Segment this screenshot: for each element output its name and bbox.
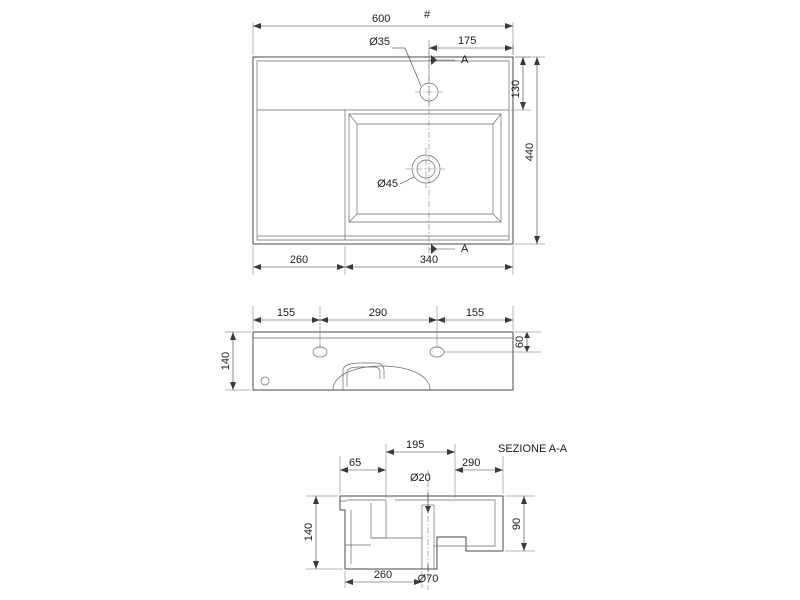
arrow-175-right bbox=[505, 45, 513, 51]
arrow-340-left bbox=[345, 264, 353, 270]
arrow-90-top bbox=[521, 496, 527, 504]
arrow-65-a bbox=[340, 467, 348, 473]
dim-label-155-left: 155 bbox=[276, 307, 296, 319]
dim-195 bbox=[386, 439, 455, 498]
dim-65 bbox=[340, 456, 386, 498]
arrow-d20 bbox=[425, 506, 431, 513]
arrow-340-right bbox=[505, 264, 513, 270]
arrow-155r-a bbox=[437, 317, 445, 323]
arrow-290-b bbox=[429, 317, 437, 323]
front-outline bbox=[253, 332, 513, 390]
dim-section-height bbox=[303, 496, 343, 569]
arrow-155l-a bbox=[253, 317, 261, 323]
top-inner-outline bbox=[257, 61, 509, 240]
arrow-140s-bot bbox=[313, 561, 319, 569]
dim-label-90: 90 bbox=[511, 517, 523, 531]
dim-label-290-section: 290 bbox=[462, 457, 481, 469]
arrow-600-right bbox=[505, 23, 513, 29]
arrow-130-bot bbox=[520, 102, 526, 110]
arrow-140f-top bbox=[230, 332, 236, 340]
dim-label-600: 600 bbox=[372, 13, 391, 25]
hash-marker: # bbox=[424, 9, 431, 21]
dim-waste-diameter bbox=[410, 472, 431, 513]
arrow-140s-top bbox=[313, 496, 319, 504]
dim-drain-diameter bbox=[377, 177, 414, 190]
dim-label-155-right: 155 bbox=[465, 307, 485, 319]
leader-d35 bbox=[405, 48, 421, 86]
section-view bbox=[303, 439, 568, 590]
arrow-155l-b bbox=[312, 317, 320, 323]
front-view bbox=[220, 306, 541, 390]
dim-label-60: 60 bbox=[514, 335, 526, 349]
front-trap-inner bbox=[347, 367, 380, 387]
dim-label-195: 195 bbox=[406, 439, 425, 451]
arrow-290-a bbox=[320, 317, 328, 323]
dim-label-260-section: 260 bbox=[373, 569, 393, 581]
dim-label-175: 175 bbox=[458, 35, 477, 47]
dim-260-section bbox=[345, 569, 422, 588]
arrow-440-bot bbox=[534, 236, 540, 244]
dim-label-440: 440 bbox=[524, 142, 536, 162]
section-title: SEZIONE A-A bbox=[498, 443, 568, 455]
dim-label-340: 340 bbox=[419, 254, 439, 266]
arrow-195-b bbox=[447, 449, 455, 455]
arrow-195-a bbox=[386, 449, 394, 455]
dim-label-290-front: 290 bbox=[368, 307, 388, 319]
arrow-440-top bbox=[534, 57, 540, 65]
section-bowl-right bbox=[395, 500, 495, 546]
dim-basin-height bbox=[505, 496, 535, 551]
dim-label-65: 65 bbox=[349, 457, 362, 469]
dim-label-140-front: 140 bbox=[220, 351, 232, 371]
dim-290-section bbox=[455, 456, 503, 494]
section-bowl-left bbox=[347, 500, 386, 538]
arrow-65-b bbox=[378, 467, 386, 473]
dim-bottom-segments bbox=[253, 246, 513, 275]
leader-d45 bbox=[400, 177, 414, 184]
section-mark-top bbox=[429, 54, 469, 66]
arrow-260-left bbox=[253, 264, 261, 270]
dim-front-segments bbox=[253, 306, 513, 348]
front-side-hole bbox=[261, 377, 269, 385]
dim-label-d45: Ø45 bbox=[377, 178, 398, 190]
dim-label-130: 130 bbox=[510, 79, 522, 99]
section-label-bottom: A bbox=[461, 243, 469, 255]
top-outline bbox=[253, 57, 513, 244]
arrow-260-right bbox=[337, 264, 345, 270]
arrow-130-top bbox=[520, 57, 526, 65]
arrow-600-left bbox=[253, 23, 261, 29]
arrow-155r-b bbox=[505, 317, 513, 323]
arrow-140f-bot bbox=[230, 382, 236, 390]
section-label-top: A bbox=[461, 54, 469, 66]
dim-label-d70: Ø70 bbox=[417, 573, 439, 585]
dim-label-d35: Ø35 bbox=[369, 36, 390, 48]
top-view bbox=[253, 9, 545, 275]
arrow-290s-b bbox=[495, 467, 503, 473]
dim-front-height bbox=[220, 332, 251, 390]
arrow-175-left bbox=[429, 45, 437, 51]
front-hole-right bbox=[430, 347, 444, 357]
section-outline bbox=[340, 496, 503, 569]
dim-overall-width bbox=[253, 13, 513, 55]
dim-label-260: 260 bbox=[289, 254, 309, 266]
dim-label-d20: Ø20 bbox=[410, 472, 431, 484]
arrow-260s-a bbox=[345, 579, 353, 585]
dim-label-140-section: 140 bbox=[303, 522, 315, 542]
section-arrow-bottom bbox=[431, 244, 437, 254]
dim-front-rim-height bbox=[444, 332, 541, 352]
arrow-90-bot bbox=[521, 543, 527, 551]
front-hole-left bbox=[313, 347, 327, 357]
dim-trap-diameter bbox=[418, 564, 439, 585]
